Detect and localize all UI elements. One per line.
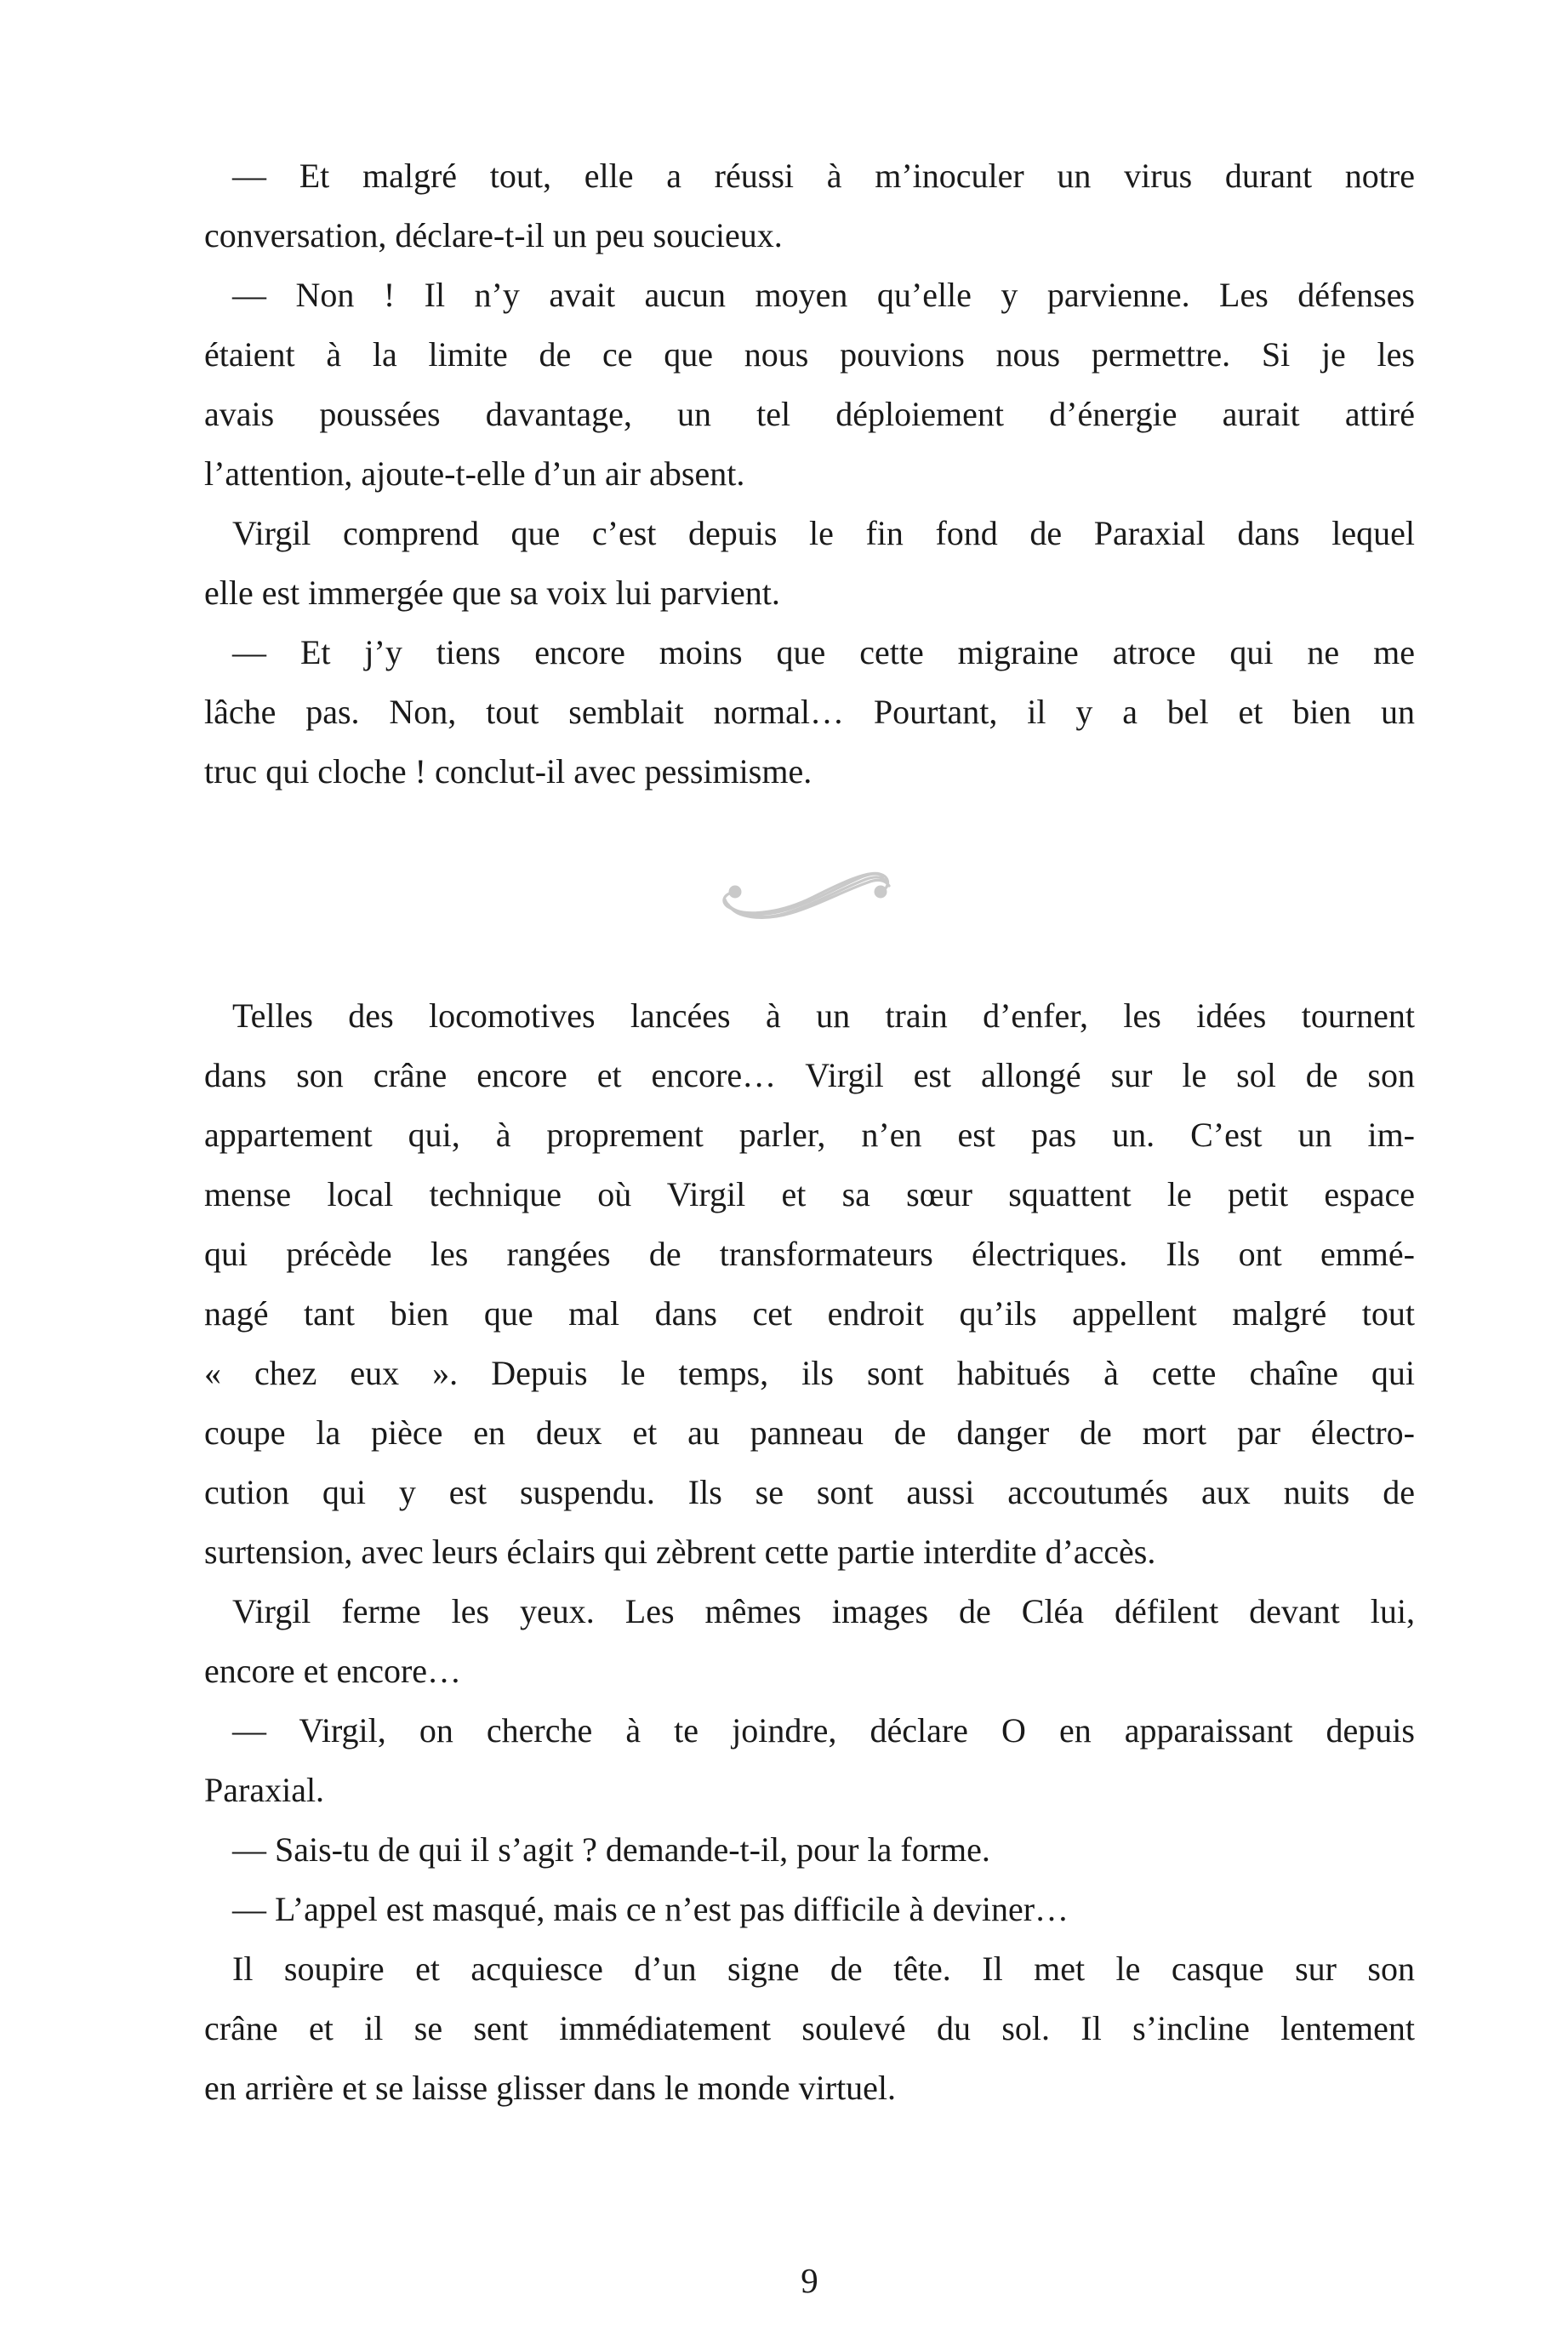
text-line: qui précède les rangées de transformateurs électriques. Ils ont emmé- [204,1235,1415,1273]
text-line: — Et j’y tiens encore moins que cette migraine atroce qui ne me [232,633,1415,671]
text-line: — Non ! Il n’y avait aucun moyen qu’elle y parvienne. Les défenses [232,276,1415,314]
text-line: crâne et il se sent immédiatement soulevé du sol. Il s’incline lentement [204,2009,1415,2047]
page-number: 9 [801,2261,818,2300]
text-line: l’attention, ajoute-t-elle d’un air absent. [204,454,745,493]
text-line: — Et malgré tout, elle a réussi à m’inoculer un virus durant notre [232,157,1415,195]
text-line: Virgil ferme les yeux. Les mêmes images de Cléa défilent devant lui, [232,1592,1415,1630]
text-line: appartement qui, à proprement parler, n’en est pas un. C’est un im- [204,1116,1415,1154]
text-line: encore et encore… [204,1652,462,1690]
text-line: truc qui cloche ! conclut-il avec pessimisme. [204,752,813,791]
text-line: Virgil comprend que c’est depuis le fin fond de Paraxial dans lequel [232,514,1415,552]
text-line: Paraxial. [204,1771,325,1809]
text-line: Telles des locomotives lancées à un train d’enfer, les idées tournent [232,996,1415,1035]
text-line: étaient à la limite de ce que nous pouvions nous permettre. Si je les [204,335,1415,374]
text-line: en arrière et se laisse glisser dans le monde virtuel. [204,2069,897,2107]
section-2 [204,986,1415,2118]
section-1 [204,146,1415,802]
section-divider [204,802,1415,986]
text-line: elle est immergée que sa voix lui parvient. [204,574,780,612]
swirl-ornament-icon [718,862,901,926]
text-line: mense local technique où Virgil et sa sœur squattent le petit espace [204,1175,1415,1213]
text-line: cution qui y est suspendu. Ils se sont aussi accoutumés aux nuits de [204,1473,1415,1511]
text-line: Il soupire et acquiesce d’un signe de tête. Il met le casque sur son [232,1950,1415,1988]
text-line: — L’appel est masqué, mais ce n’est pas difficile à deviner… [232,1890,1069,1928]
text-line: — Sais-tu de qui il s’agit ? demande-t-il, pour la forme. [232,1830,990,1869]
text-line: dans son crâne encore et encore… Virgil est allongé sur le sol de son [204,1056,1415,1094]
text-line: coupe la pièce en deux et au panneau de danger de mort par électro- [204,1413,1415,1452]
text-line: nagé tant bien que mal dans cet endroit qu’ils appellent malgré tout [204,1294,1415,1333]
text-column [204,146,1415,2118]
text-line: — Virgil, on cherche à te joindre, déclare O en apparaissant depuis [232,1711,1415,1750]
text-line: « chez eux ». Depuis le temps, ils sont habitués à cette chaîne qui [204,1354,1415,1392]
text-line: avais poussées davantage, un tel déploiement d’énergie aurait attiré [204,395,1415,433]
text-line: conversation, déclare-t-il un peu soucieux. [204,216,783,254]
text-line: lâche pas. Non, tout semblait normal… Pourtant, il y a bel et bien un [204,693,1415,731]
text-line: surtension, avec leurs éclairs qui zèbrent cette partie interdite d’accès. [204,1533,1156,1571]
